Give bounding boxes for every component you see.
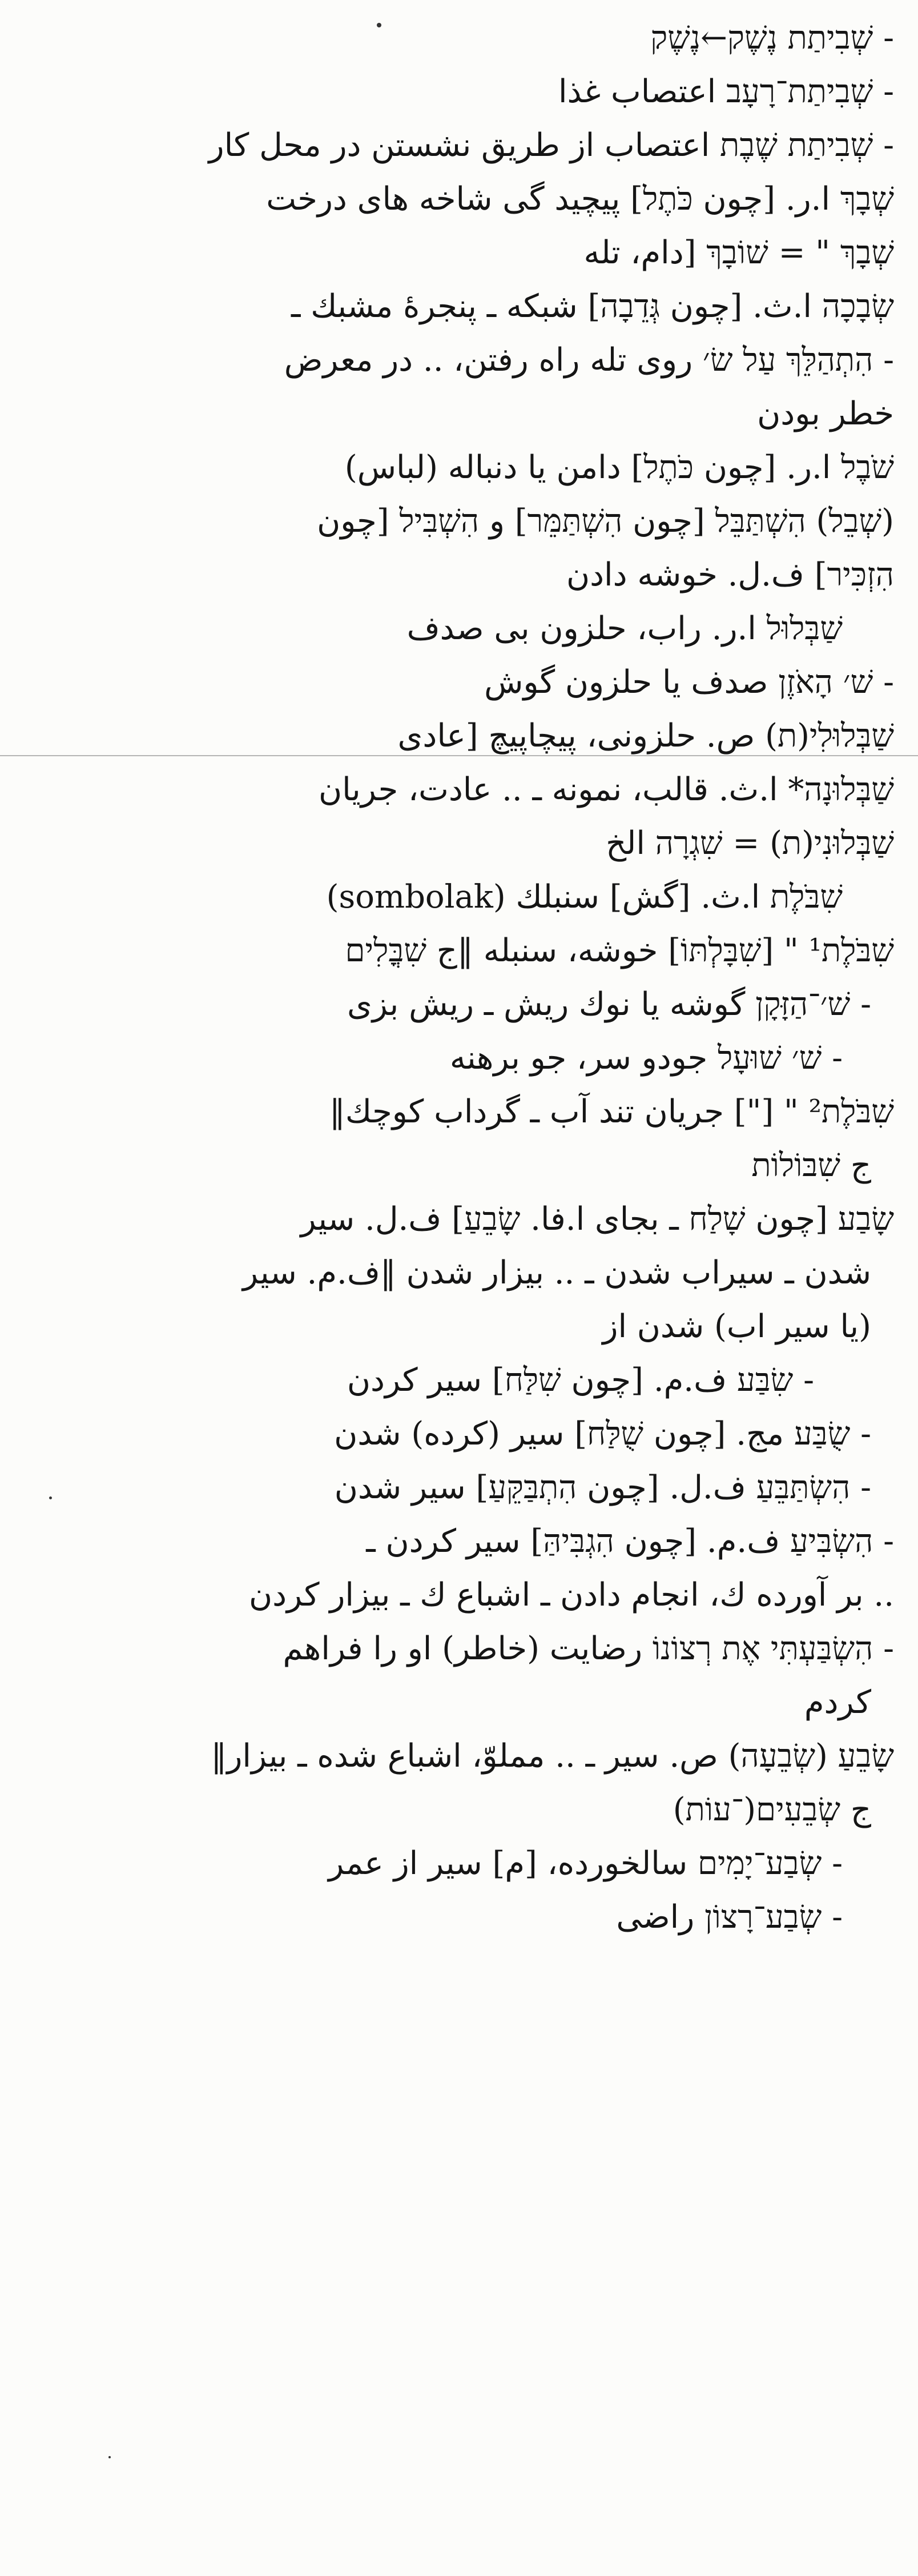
entry-line: - הִשְׂתַּבֵּעַ ف.ل. [چون הִתְבַּקֵּעַ] سیر شدن	[334, 1469, 871, 1506]
entry-line: שְׁבָךְ ا.ر. [چون כֹּתֶל] پیچید گی شاخه های درخت	[266, 180, 894, 218]
entry-line: - שְׂבַע־יָמִים سالخورده، [م] سیر از عمر	[328, 1845, 843, 1882]
entry-line: - שְׁבִיתַת שֶׁבֶת اعتصاب از طریق نشستن در محل کار	[208, 127, 894, 164]
entry-line: - שׁ׳ שׁוּעָל جودو سر، جو برهنه	[449, 1040, 843, 1077]
entry-line: שִׁבֹּלֶת² " ["] جریان تند آب ـ گرداب کوچك‖	[329, 1093, 894, 1130]
entry-line: - שְׂבַע־רָצוֹן راضی	[616, 1899, 843, 1936]
entry-line: ج שִׁבּוֹלוֹת	[751, 1147, 871, 1184]
entry-line: - שׁ׳ הָאֹזֶן صدف یا حلزون گوش	[484, 664, 894, 701]
entry-line: שְׂבָכָה ا.ث. [چون גְּדֵבָה] شبکه ـ پنجرهٔ مشبك ـ	[291, 288, 894, 325]
entry-line: שְׁבָךְ " = שׁוֹבָךְ [دام، تله	[583, 234, 894, 271]
entry-line: - הִתְהַלֵּךְ עַל שׂ׳ روی تله راه رفتن، .. در معرض	[284, 342, 894, 379]
entry-line: - שְׁבִיתַת נֶשֶׁק←נֶשֶׁק	[650, 19, 894, 57]
entry-line: ج שְׂבֵעִים(־עוֹת)	[673, 1791, 871, 1828]
entry-line: شدن ـ سیراب شدن ـ .. بیزار شدن ‖ف.م. سیر	[243, 1254, 871, 1291]
entry-line: خطر بودن	[757, 395, 894, 432]
entry-line: שָׂבֵעַ (שְׂבֵעָה) ص. سیر ـ .. مملوّ، اشباع شده ـ بیزار‖	[211, 1738, 894, 1775]
entry-line: שַׁבְּלוּנָה* ا.ث. قالب، نمونه ـ .. عادت، جریان	[318, 771, 894, 808]
entry-line: (שְׁבֵל) הִשְׁתַּבֵּל [چون הִשְׁתַּמֵּר] و הִשְׁבִּיל [چون	[317, 503, 894, 540]
entry-line: שֹׁבֶל ا.ر. [چون כֹּתֶל] دامن یا دنباله (لباس)	[344, 449, 894, 486]
entry-line: - הִשְׂבַּעְתִּי אֶת רְצוֹנוֹ رضایت (خاطر) او را فراهم	[283, 1630, 894, 1667]
ink-speck	[108, 2456, 111, 2458]
entry-line: - שֻׂבַּע مج. [چون שֻׁלַּח] سیر (کرده) شدن	[334, 1415, 871, 1452]
entry-line: שַׁבְּלוּנִי(ת) = שִׁגְרָה الخ	[606, 825, 894, 862]
entry-line: (یا سیر اب) شدن از	[602, 1308, 871, 1345]
entry-line: .. بر آورده ك، انجام دادن ـ اشباع ك ـ بیزار کردن	[248, 1576, 894, 1614]
entry-line: - הִשְׂבִּיעַ ف.م. [چون הִגְבִּיהַּ] سیر کردن ـ	[366, 1523, 894, 1560]
dictionary-column	[21, 11, 894, 1944]
entry-line: - שׁ׳־הַזָּקָן گوشه یا نوك ریش ـ ریش بزی	[347, 986, 871, 1023]
entry-line: שַׁבְּלוּלִי(ת) ص. حلزونی، پیچاپیچ [عادی	[397, 717, 894, 755]
entry-line: הִזְכִּיר] ف.ل. خوشه دادن	[566, 556, 894, 593]
entry-line: שִׁבֹּלֶת¹ " [שִׁבָּלְתּוֹ] خوشه، سنبله ‖ج שִׁבֳּלִים	[345, 932, 894, 969]
entry-line: שִׁבֹּלֶת ا.ث. [گش] سنبلك (sombolak)	[326, 878, 843, 916]
entry-line: שַׁבְּלוּל ا.ر. راب، حلزون بی صدف	[406, 610, 843, 647]
entry-line: שָׂבַע [چون שָׁלַח ـ بجای ا.فا. שָׂבֵעַ] ف.ل. سیر	[300, 1201, 894, 1238]
entry-line: کردم	[804, 1684, 871, 1721]
entry-line: - שְׁבִיתַת־רָעָב اعتصاب غذا	[558, 73, 894, 110]
entry-line: - שִׂבַּע ف.م. [چون שִׁלַּח] سیر کردن	[347, 1362, 814, 1399]
